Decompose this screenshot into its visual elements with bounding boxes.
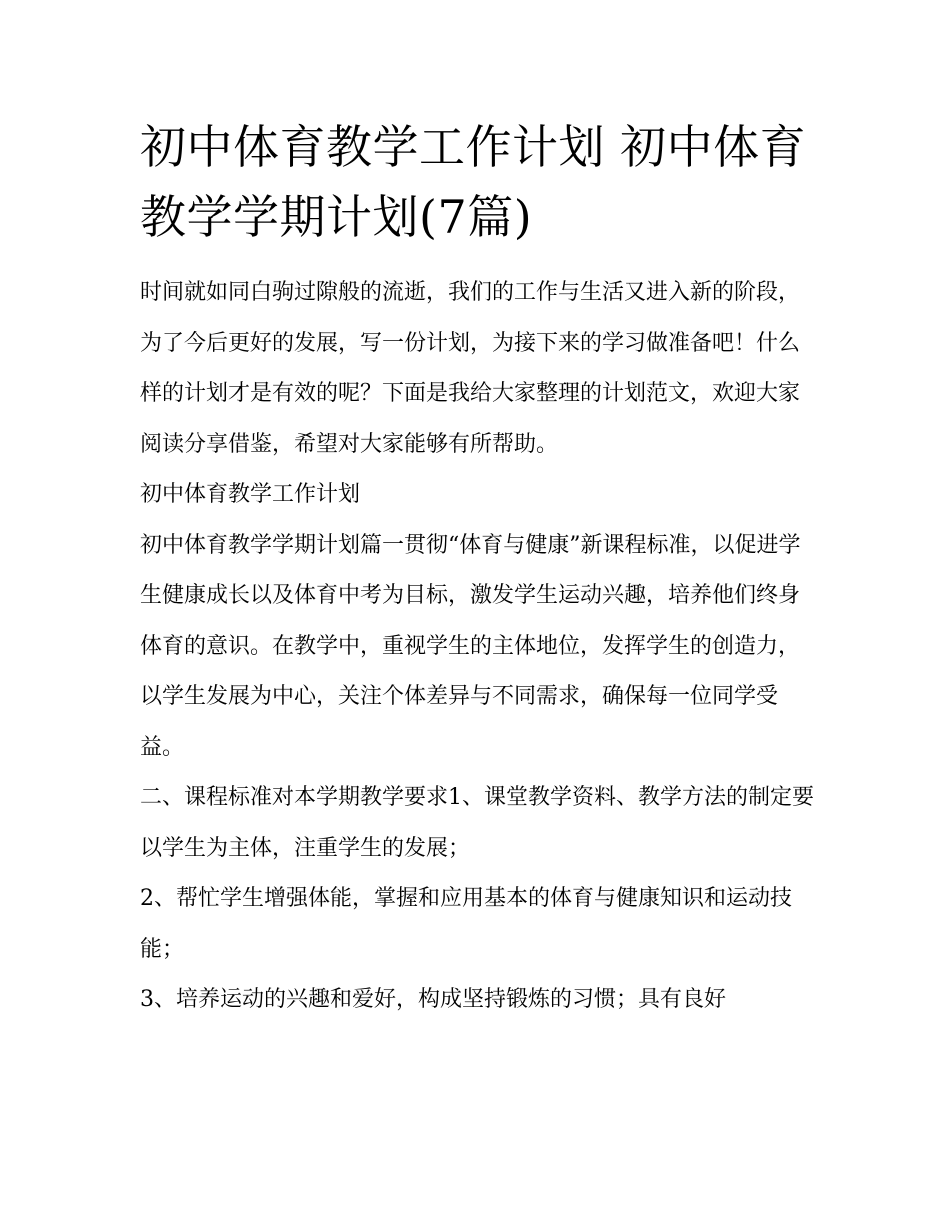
section-heading: 初中体育教学工作计划 — [140, 482, 361, 507]
document-page — [140, 112, 820, 1026]
body-paragraph: 初中体育教学学期计划篇一贯彻“体育与健康”新课程标准，以促进学生健康成长以及体育中考为目标，激发学生运动兴趣，培养他们终身体育的意识。在教学中，重视学生的主体地位，发挥学生的创造力，以学生发展为中心，关注个体差异与不同需求，确保每一位同学受益。 — [140, 532, 801, 760]
body-paragraph: 二、课程标准对本学期教学要求1、课堂教学资料、教学方法的制定要以学生为主体，注重学生的发展； — [140, 785, 814, 861]
body-paragraph: 2、帮忙学生增强体能，掌握和应用基本的体育与健康知识和运动技能； — [140, 886, 792, 962]
document-title: 初中体育教学工作计划 初中体育教学学期计划(7篇) — [140, 120, 807, 244]
body-paragraph: 3、培养运动的兴趣和爱好，构成坚持锻炼的习惯；具有良好 — [140, 987, 726, 1012]
intro-paragraph: 时间就如同白驹过隙般的流逝，我们的工作与生活又进入新的阶段，为了今后更好的发展，写一份计划，为接下来的学习做准备吧！什么样的计划才是有效的呢？下面是我给大家整理的计划范文，欢迎大家阅读分享借鉴，希望对大家能够有所帮助。 — [140, 280, 801, 457]
